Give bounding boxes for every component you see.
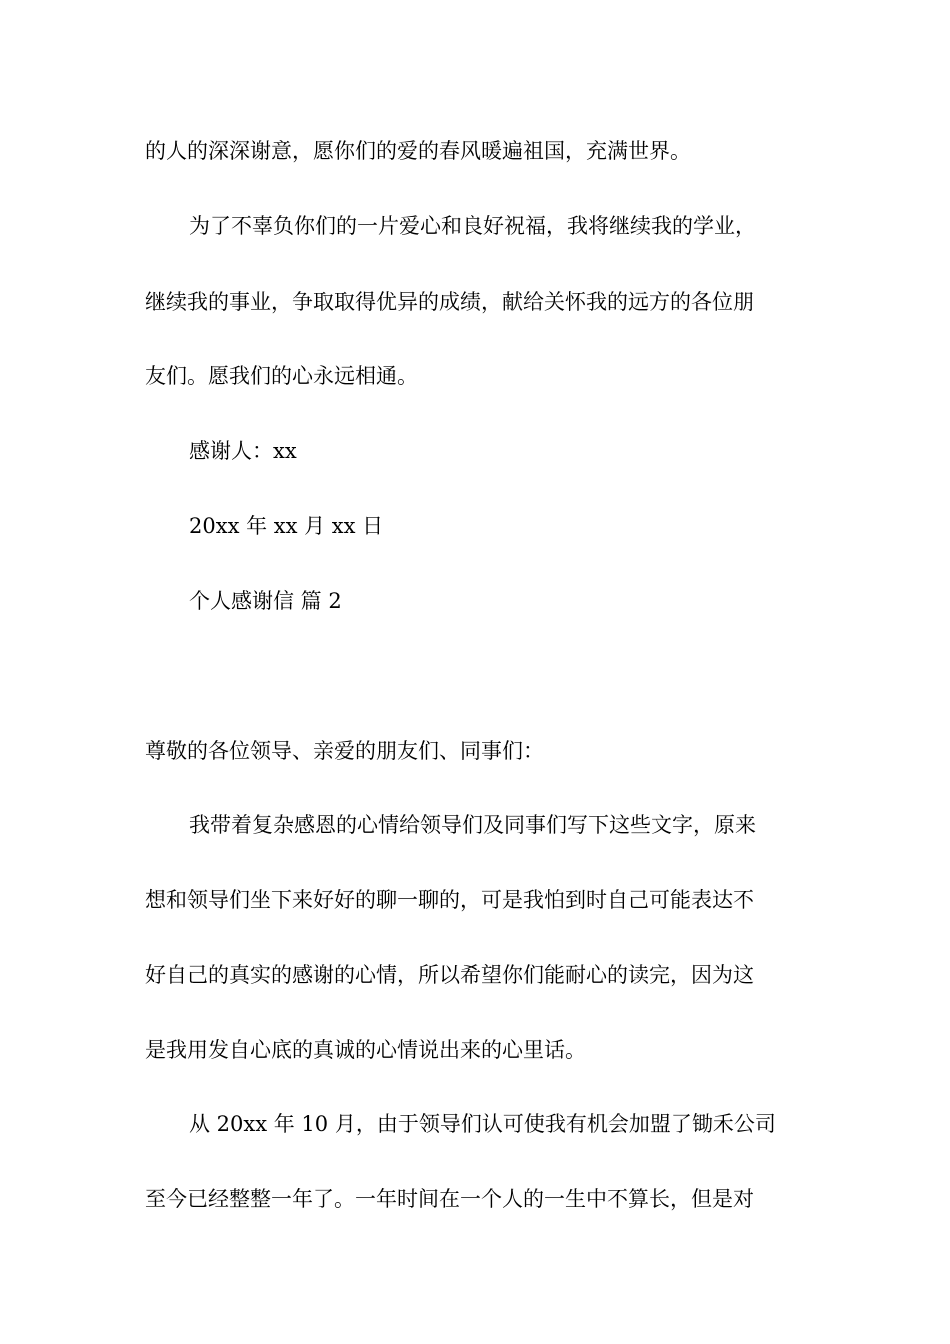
paragraph-line: 好自己的真实的感谢的心情，所以希望你们能耐心的读完，因为这 [145, 963, 754, 987]
paragraph-line: 是我用发自心底的真诚的心情说出来的心里话。 [145, 1038, 586, 1062]
paragraph-line: 友们。愿我们的心永远相通。 [145, 364, 418, 388]
paragraph-line: 我带着复杂感恩的心情给领导们及同事们写下这些文字，原来 [189, 813, 756, 837]
paragraph-line: 的人的深深谢意，愿你们的爱的春风暖遍祖国，充满世界。 [145, 139, 691, 163]
section-heading: 个人感谢信 篇 2 [189, 589, 342, 613]
date-line: 20xx 年 xx 月 xx 日 [189, 514, 384, 538]
paragraph-line: 想和领导们坐下来好好的聊一聊的，可是我怕到时自己可能表达不 [145, 888, 754, 912]
signature-line: 感谢人：xx [189, 439, 297, 463]
salutation-line: 尊敬的各位领导、亲爱的朋友们、同事们： [145, 739, 544, 763]
paragraph-line: 从 20xx 年 10 月，由于领导们认可使我有机会加盟了锄禾公司 [189, 1112, 776, 1136]
paragraph-line: 继续我的事业，争取取得优异的成绩，献给关怀我的远方的各位朋 [145, 290, 754, 314]
paragraph-line: 为了不辜负你们的一片爱心和良好祝福，我将继续我的学业， [189, 214, 756, 238]
paragraph-line: 至今已经整整一年了。一年时间在一个人的一生中不算长，但是对 [145, 1187, 754, 1211]
